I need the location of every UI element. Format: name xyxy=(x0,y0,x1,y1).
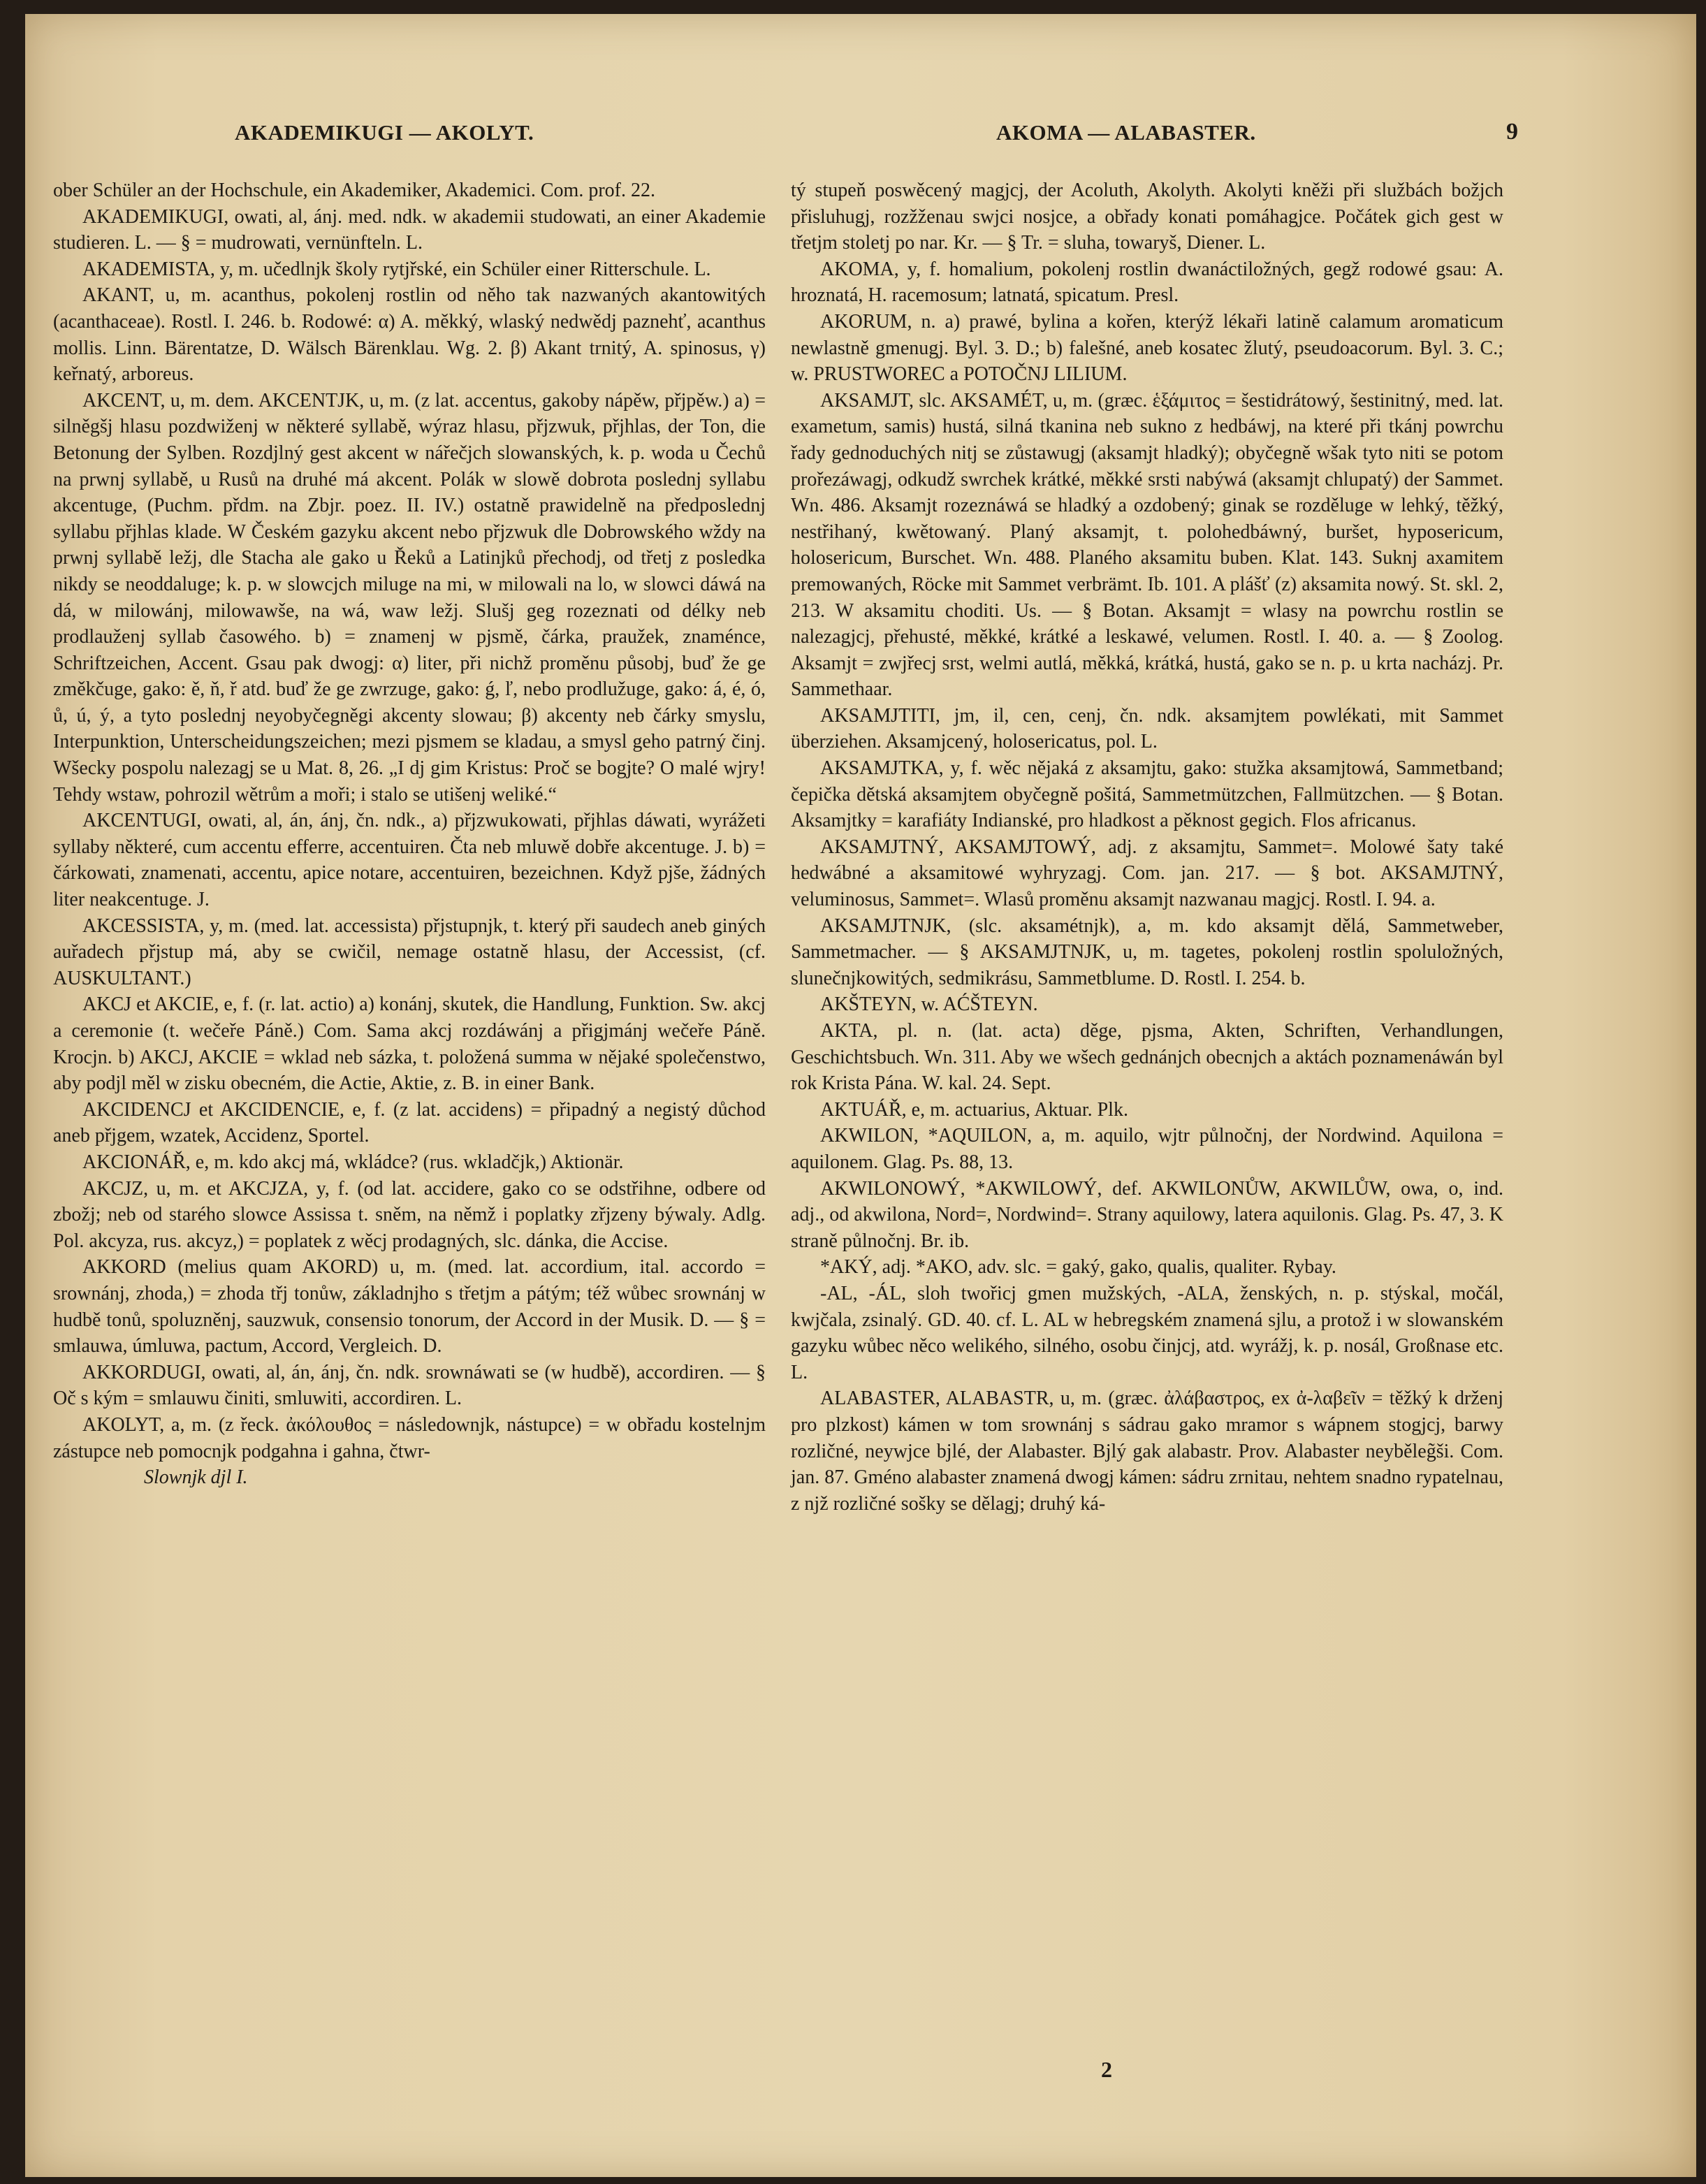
volume-signature: Slownjk djl I. xyxy=(144,1466,248,1489)
dictionary-entry: AKSAMJTNJK, (slc. aksamétnjk), a, m. kdo aksamjt dělá, Sammetweber, Sammetmacher. — § AKSAMJTNJK, u, m. tagetes, pokolenj rostlin spoluložných, slunečnjkowitých, sedmikrásu, Sammetblume. D. Rostl. I. 254. b. xyxy=(791,915,1503,989)
signature-mark: 2 xyxy=(1101,2057,1112,2082)
dictionary-entry: -AL, -ÁL, sloh twořicj gmen mužských, -ALA, ženských, n. p. stýskal, močál, kwjčala, zsinalý. GD. 40. cf. L. AL w hebregském znamená sjlu, a protož i w slowanském gazyku wůbec něco welikého, silného, osobu činjcj, atd. wyrážj, k. p. nosál, Großnase etc. L. xyxy=(791,1282,1503,1383)
dictionary-entry: AKSAMJTKA, y, f. wěc nějaká z aksamjtu, gako: stužka aksamjtowá, Sammetband; čepička dětská aksamjtem obyčegně pošitá, Sammetmützchen, Fallmützchen. — § Botan. Aksamjtky = karafiáty Indianské, pro hladkost a pěknost gegich. Flos africanus. xyxy=(791,757,1503,832)
dictionary-entry: AKORUM, n. a) prawé, bylina a kořen, kterýž lékaři latině calamum aromaticum newlastně gmenugj. Byl. 3. D.; b) falešné, aneb kosatec žlutý, pseudoacorum. Byl. 3. C.; w. PRUSTWOREC a POTOČNJ LILIUM. xyxy=(791,310,1503,386)
dictionary-entry: ALABASTER, ALABASTR, u, m. (græc. ἀλάβαστρος, ex ἀ-λαβεῖν = těžký k drženj pro plzkost) kámen w tom srownánj s sádrau gako mramor s wápnem stogjcj, barwy rozličné, neywjce bjlé, der Alabaster. Bjlý gak alabastr. Prov. Alabaster neyběleg̃ši. Com. jan. 87. Gméno alabaster znamená dwogj kámen: sádru zrnitau, nehtem snadno rypatelnau, z njž rozličné sošky se dělagj; druhý ká- xyxy=(791,1388,1503,1515)
dictionary-entry: AKKORD (melius quam AKORD) u, m. (med. lat. accordium, ital. accordo = srownánj, zhoda,) = zhoda třj tonůw, základnjho s třetjm a pátým; též wůbec srownánj w hudbě tonů, spoluzněnj, sauzwuk, consensio tonorum, der Accord in der Musik. D. — § = smlauwa, úmluwa, pactum, Accord, Vergleich. D. xyxy=(53,1256,766,1357)
dictionary-page xyxy=(25,14,1696,2177)
dictionary-entry: ober Schüler an der Hochschule, ein Akademiker, Akademici. Com. prof. 22. xyxy=(53,180,655,201)
right-column xyxy=(791,177,1503,1517)
dictionary-entry: AKCIDENCJ et AKCIDENCIE, e, f. (z lat. accidens) = připadný a negistý důchod aneb přjgem, wzatek, Accidenz, Sportel. xyxy=(53,1098,766,1147)
left-column xyxy=(53,177,766,1491)
page-number: 9 xyxy=(1506,119,1518,145)
dictionary-entry: AKCIONÁŘ, e, m. kdo akcj má, wkládce? (rus. wkladčjk,) Aktionär. xyxy=(82,1151,624,1173)
dictionary-entry: AKTA, pl. n. (lat. acta) děge, pjsma, Akten, Schriften, Verhandlungen, Geschichtsbuch. Wn. 311. Aby we wšech gednánjch obecnjch a aktách poznamenáwán byl rok Krista Pána. W. kal. 24. Sept. xyxy=(791,1020,1503,1095)
running-head-right: AKOMA — ALABASTER. xyxy=(996,120,1256,145)
dictionary-entry: AKCESSISTA, y, m. (med. lat. accessista) přjstupnjk, t. který při saudech aneb giných auřadech přjstup má, aby se cwičil, nemage ostatně hlasu, der Accessist, (cf. AUSKULTANT.) xyxy=(53,915,766,989)
dictionary-entry: AKSAMJT, slc. AKSAMÉT, u, m. (græc. ἑξάμιτος = šestidrátowý, šestinitný, med. lat. exametum, samis) hustá, silná tkanina neb sukno z hedbáwj, na které při tkánj powrchu řady gednoduchých nitj se zůstawugj (aksamjt hladký); obyčegně wšak tyto niti se potom prořezáwagj, odkudž swrchek krátké, měkké srsti nabýwá (aksamjt chlupatý) der Sammet. Wn. 486. Aksamjt rozeznáwá se hladký a ozdobený; ginak se rozděluge w lehký, těžký, nestřihaný, kwětowaný. Planý aksamjt, t. polohedbáwný, buršet, hyposericum, holosericum, Burschet. Wn. 488. Planého aksamitu buben. Klat. 143. Suknj axamitem premowaných, Röcke mit Sammet verbrämt. Ib. 101. A plášť (z) aksamita nowý. St. skl. 2, 213. W aksamitu choditi. Us. — § Botan. Aksamjt = wlasy na powrchu rostlin se nalezagjcj, přehusté, měkké, krátké a leskawé, velumen. Rostl. I. 40. a. — § Zoolog. Aksamjt = zwjřecj srst, welmi autlá, měkká, krátká, hustá, gako se n. p. u krta nacházj. Pr. Sammethaar. xyxy=(791,389,1503,701)
dictionary-entry: AKTUÁŘ, e, m. actuarius, Aktuar. Plk. xyxy=(820,1098,1128,1121)
dictionary-entry: AKSAMJTNÝ, AKSAMJTOWÝ, adj. z aksamjtu, Sammet=. Molowé šaty také hedwábné a aksamitowé wyhryzagj. Com. jan. 217. — § bot. AKSAMJTNÝ, veluminosus, Sammet=. Wlasů proměnu aksamjt nazwanau magjcj. Rostl. I. 94. a. xyxy=(791,836,1503,911)
running-head-left: AKADEMIKUGI — AKOLYT. xyxy=(235,120,534,145)
dictionary-entry: AKANT, u, m. acanthus, pokolenj rostlin od něho tak nazwaných akantowitých (acanthaceae). Rostl. I. 246. b. Rodowé: α) A. měkký, wlaský nedwědj paznehť, acanthus mollis. Linn. Bärentatze, D. Wälsch Bärenklau. Wg. 2. β) Akant trnitý, A. spinosus, γ) keřnatý, arboreus. xyxy=(53,284,766,386)
dictionary-entry: AKCJ et AKCIE, e, f. (r. lat. actio) a) konánj, skutek, die Handlung, Funktion. Sw. akcj a ceremonie (t. wečeře Páně.) Com. Sama akcj rozdáwánj a přigjmánj wečeře Páně. Krocjn. b) AKCJ, AKCIE = wklad neb sázka, t. položená summa w nějaké společenstwo, aby podjl měl w zisku obecném, die Actie, Aktie, z. B. in einer Bank. xyxy=(53,993,766,1095)
dictionary-entry: AKCENT, u, m. dem. AKCENTJK, u, m. (z lat. accentus, gakoby nápěw, přjpěw.) a) = silněgšj hlasu pozdwiženj w některé syllabě, wýraz hlasu, přjzwuk, přjhlas, der Ton, die Betonung der Sylben. Rozdjlný gest akcent w nářečjch slowanských, k. p. woda u Čechů na prwnj syllabě, u Rusů na druhé má akcent. Polák w slowě dobrota poslednj syllabu akcentuge, (Puchm. přdm. na Zbjr. poez. II. IV.) ostatně prawidelně na předposlednj syllabu přjhlas klade. W Českém gazyku akcent nebo přjzwuk dle Dobrowského wždy na prwnj syllabě ležj, dle Stacha ale gako u Řeků a Latinjků přechodj, od třetj z posledka nikdy se neoddaluge; k. p. w slowcjch miluge na mi, w milowali na lo, w slowci dáwá na dá, w milowánj, milowawše, na wá, waw ležj. Slušj geg rozeznati od délky neb prodlauženj syllab časowého. b) = znamenj w pjsmě, čárka, praužek, znaménce, Schriftzeichen, Accent. Gsau pak dwogj: α) liter, při nichž proměnu působj, buď že ge změkčuge, gako: ě, ň, ř atd. buď že ge zwrzuge, gako: ǵ, ľ, nebo prodlužuge, gako: á, é, ó, ů, ú, ý, a tyto poslednj neyobyčegněgi akcenty slowau; β) akcenty neb čárky smyslu, Interpunktion, Unterscheidungszeichen; mezi pjsmem se kladau, a smysl geho patrný činj. Wšecky pospolu nalezagj se u Mat. 8, 26. „I dj gim Kristus: Proč se bogjte? O malé wjry! Tehdy wstaw, pohrozil wětrům a moři; i stalo se utišenj weliké.“ xyxy=(53,389,766,806)
dictionary-entry: AKOLYT, a, m. (z řeck. ἀκόλουθος = následownjk, nástupce) = w obřadu kostelnjm zástupce neb pomocnjk podgahna i gahna, čtwr- xyxy=(53,1413,766,1462)
dictionary-entry: AKOMA, y, f. homalium, pokolenj rostlin dwanáctiložných, gegž rodowé gsau: A. hroznatá, H. racemosum; latnatá, spicatum. Presl. xyxy=(791,258,1503,307)
dictionary-entry: *AKÝ, adj. *AKO, adv. slc. = gaký, gako, qualis, qualiter. Rybay. xyxy=(820,1256,1336,1279)
dictionary-entry: AKSAMJTITI, jm, il, cen, cenj, čn. ndk. aksamjtem powlékati, mit Sammet überziehen. Aksamjcený, holosericatus, pol. L. xyxy=(791,704,1503,753)
dictionary-entry: AKCENTUGI, owati, al, án, ánj, čn. ndk., a) přjzwukowati, přjhlas dáwati, wyrážeti syllaby některé, cum accentu efferre, accentuiren. Čta neb mluwě dobře akcentuge. J. b) = čárkowati, znamenati, accentu, apice notare, accentuiren, bezeichnen. Když pjše, žádných liter neakcentuge. J. xyxy=(53,810,766,911)
dictionary-entry: AKADEMIKUGI, owati, al, ánj. med. ndk. w akademii studowati, an einer Akademie studieren. L. — § = mudrowati, vernünfteln. L. xyxy=(53,205,766,254)
dictionary-entry: tý stupeň poswěcený magjcj, der Acoluth, Akolyth. Akolyti kněži při službách božjch přisluhugj, rozžženau swjci nosjce, a obřady konati pomáhagjce. Počátek gich gest w třetjm stoletj po nar. Kr. — § Tr. = sluha, towaryš, Diener. L. xyxy=(791,180,1503,254)
dictionary-entry: AKKORDUGI, owati, al, án, ánj, čn. ndk. srownáwati se (w hudbě), accordiren. — § Oč s kým = smlauwu činiti, smluwiti, accordiren. L. xyxy=(53,1361,766,1410)
dictionary-entry: AKŠTEYN, w. AĆŠTEYN. xyxy=(820,993,1038,1016)
dictionary-entry: AKWILONOWÝ, *AKWILOWÝ, def. AKWILONŮW, AKWILŮW, owa, o, ind. adj., od akwilona, Nord=, Nordwind=. Strany aquilowy, latera aquilonis. Glag. Ps. 47, 3. K straně půlnočnj. Br. ib. xyxy=(791,1177,1503,1252)
dictionary-entry: AKADEMISTA, y, m. učedlnjk školy rytjřské, ein Schüler einer Ritterschule. L. xyxy=(82,258,711,280)
dictionary-entry: AKCJZ, u, m. et AKCJZA, y, f. (od lat. accidere, gako co se odstřihne, odbere od zbožj; neb od starého slowce Assissa t. sněm, na němž i poplatky zřjzeny býwaly. Adlg. Pol. akcyza, rus. akcyz,) = poplatek z wěcj prodagných, slc. dánka, die Accise. xyxy=(53,1177,766,1252)
dictionary-entry: AKWILON, *AQUILON, a, m. aquilo, wjtr půlnočnj, der Nordwind. Aquilona = aquilonem. Glag. Ps. 88, 13. xyxy=(791,1125,1503,1173)
